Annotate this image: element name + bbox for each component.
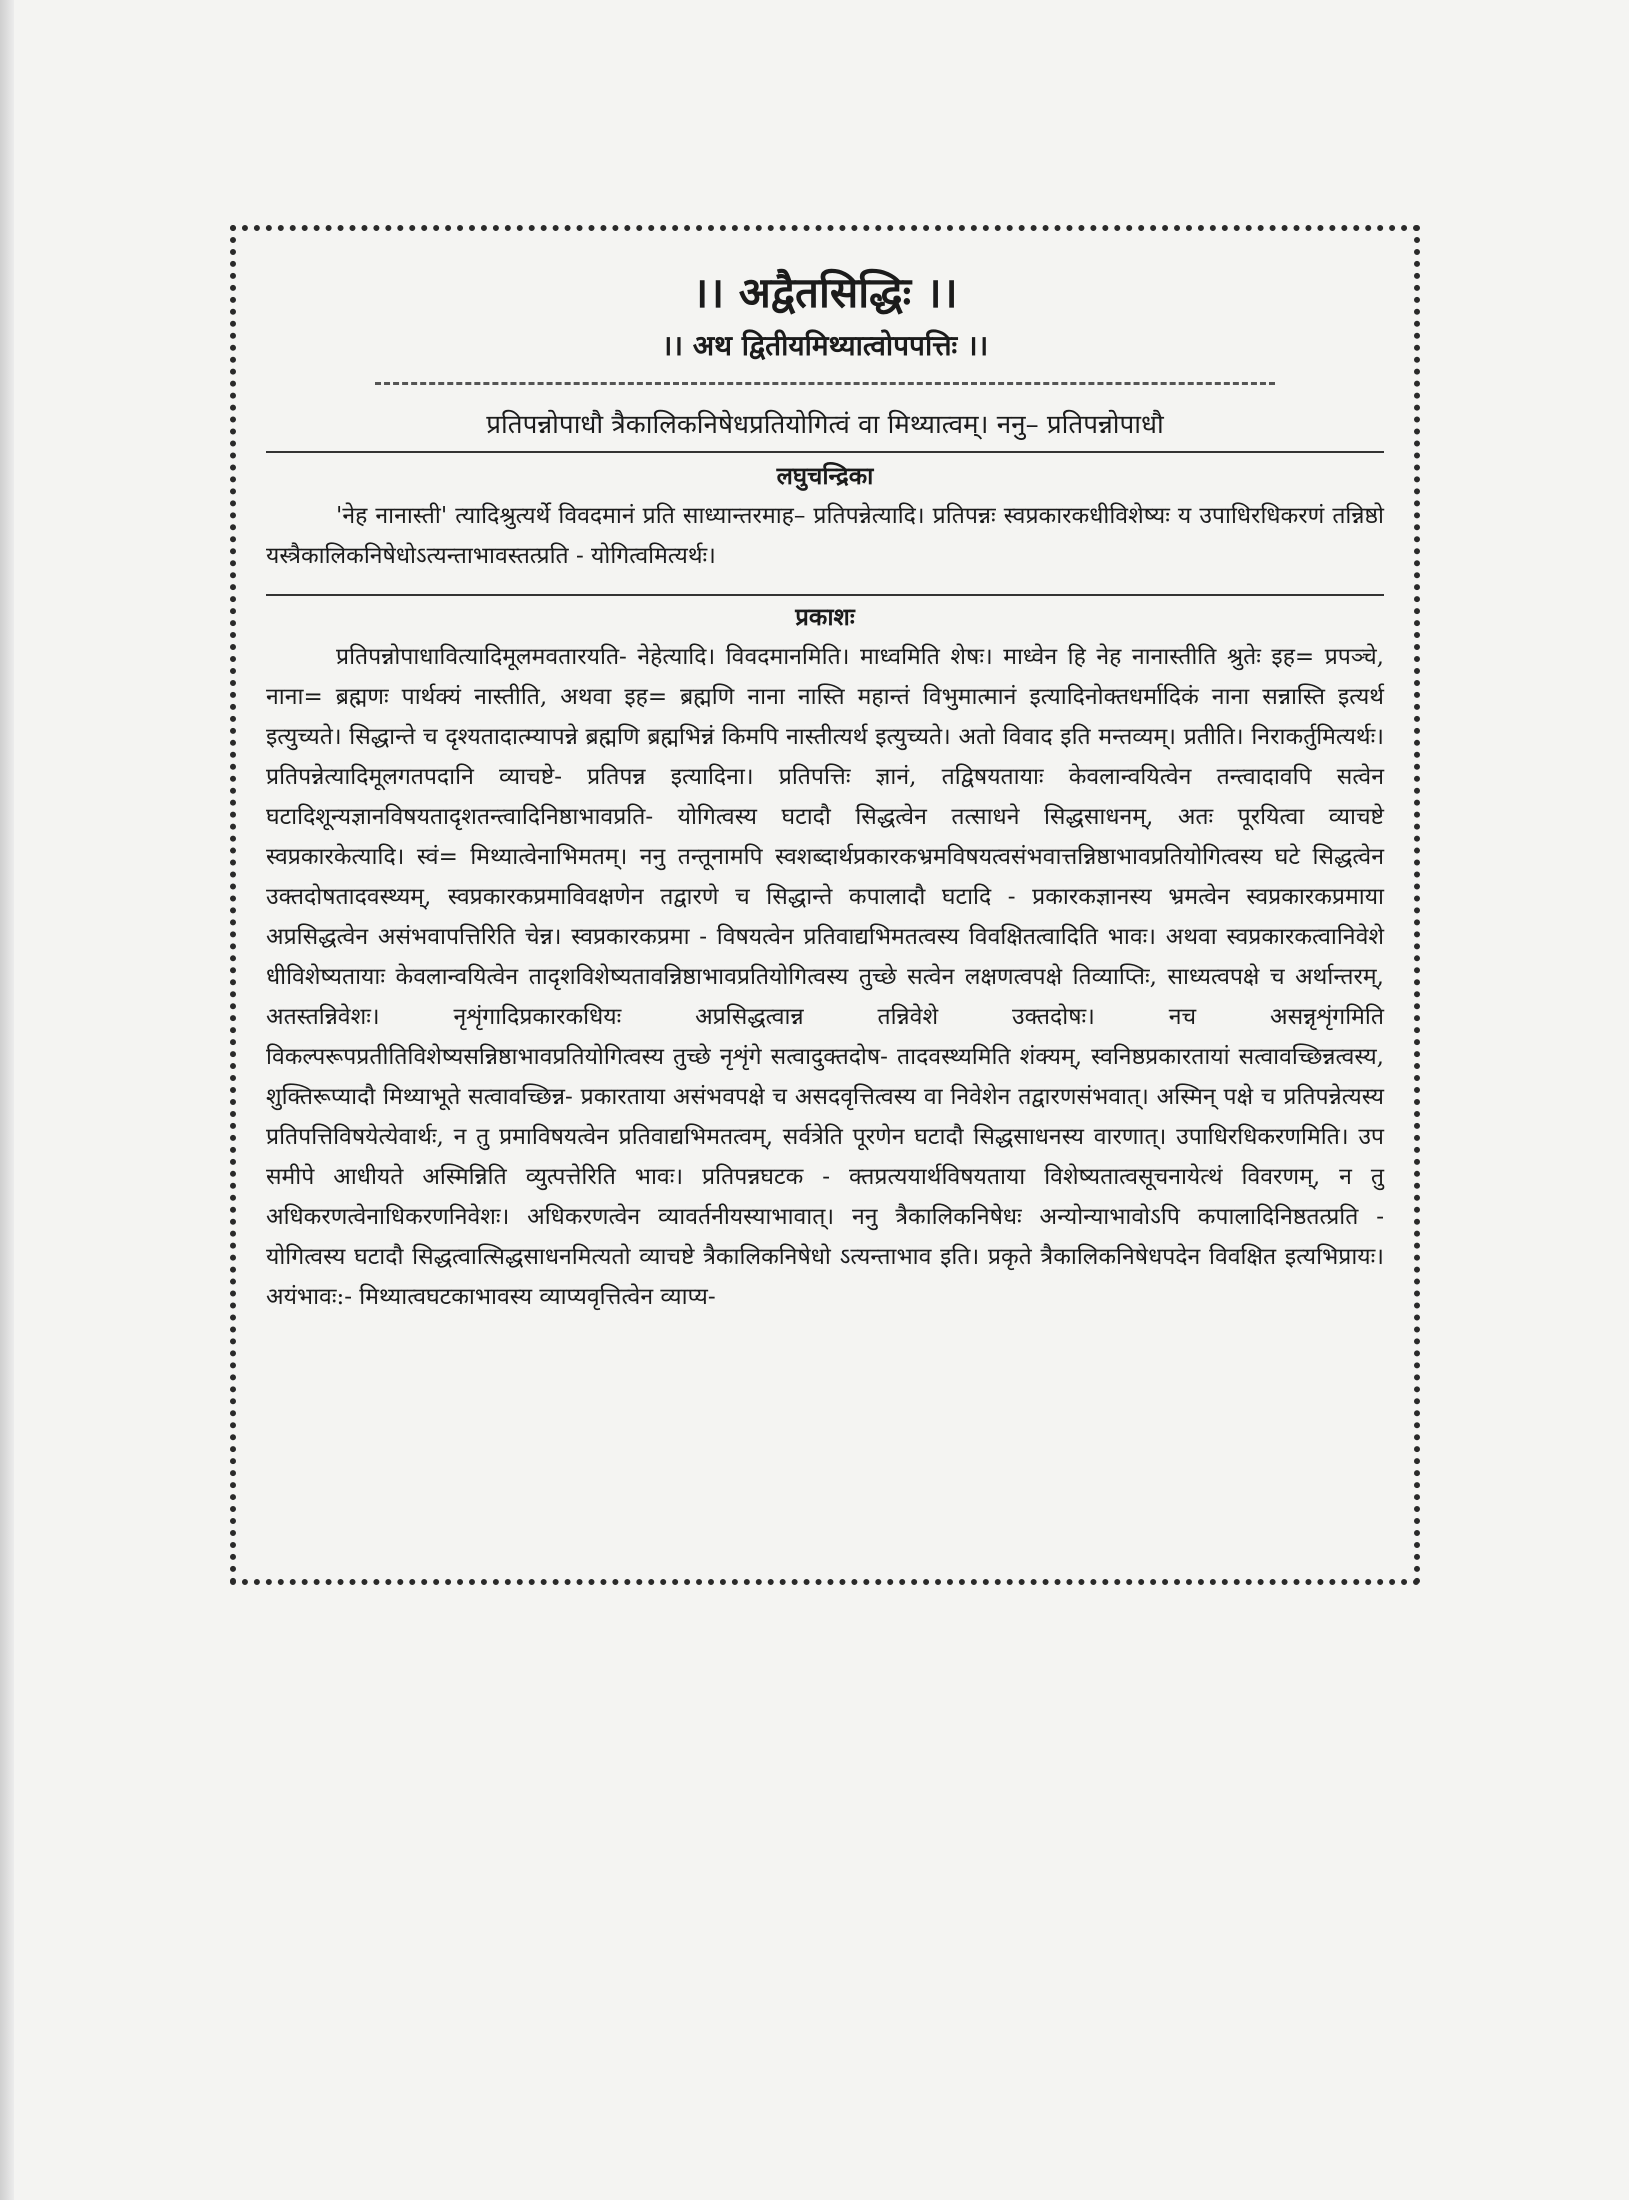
mula-text: प्रतिपन्नोपाधौ त्रैकालिकनिषेधप्रतियोगित्वं वा मिथ्यात्वम्। ननु– प्रतिपन्नोपाधौ — [266, 405, 1384, 453]
book-spine-shadow — [0, 0, 14, 2200]
dashed-divider — [375, 382, 1275, 385]
laghuchandrika-text: 'नेह नानास्ती' त्यादिश्रुत्यर्थे विवदमानं प्रति साध्यान्तरमाह– प्रतिपन्नेत्यादि। प्रतिपन्नः स्वप्रकारकधीविशेष्यः य उपाधिरधिकरणं तन्निष्ठो यस्त्रैकालिकनिषेधोऽत्यन्ताभावस्तत्प्रति - योगित्वमित्यर्थः। — [266, 503, 1384, 569]
page-border-frame — [230, 225, 1420, 1585]
page-title: ।। अद्वैतसिद्धिः ।। — [692, 268, 958, 317]
section-divider — [266, 594, 1384, 596]
chapter-subtitle: ।। अथ द्वितीयमिथ्यात्वोपपत्तिः ।। — [661, 329, 989, 362]
laghuchandrika-heading: लघुचन्द्रिका — [776, 461, 874, 490]
prakasha-heading: प्रकाशः — [795, 602, 855, 631]
prakasha-text: प्रतिपन्नोपाधावित्यादिमूलमवतारयति- नेहेत्यादि। विवदमानमिति। माध्वमिति शेषः। माध्वेन हि नेह नानास्तीति श्रुतेः इह= प्रपञ्चे, नाना= ब्रह्मणः पार्थक्यं नास्तीति, अथवा इह= ब्रह्मणि नाना नास्ति महान्तं विभुमात्मानं इत्यादिनोक्तधर्मादिकं नाना सन्नास्ति इत्यर्थ इत्युच्यते। सिद्धान्ते च दृश्यतादात्म्यापन्ने ब्रह्मणि ब्रह्मभिन्नं किमपि नास्तीत्यर्थ इत्युच्यते। अतो विवाद इति मन्तव्यम्। प्रतीति। निराकर्तुमित्यर्थः। प्रतिपन्नेत्यादिमूलगतपदानि व्याचष्टे- प्रतिपन्न इत्यादिना। प्रतिपत्तिः ज्ञानं, तद्विषयतायाः केवलान्वयित्वेन तन्त्वादावपि सत्वेन घटादिशून्यज्ञानविषयतादृशतन्त्वादिनिष्ठाभावप्रति- योगित्वस्य घटादौ सिद्धत्वेन तत्साधने सिद्धसाधनम्, अतः पूरयित्वा व्याचष्टे स्वप्रकारकेत्यादि। स्वं= मिथ्यात्वेनाभिमतम्। ननु तन्तूनामपि स्वशब्दार्थप्रकारकभ्रमविषयत्वसंभवात्तन्निष्ठाभावप्रतियोगित्वस्य घटे सिद्धत्वेन उक्तदोषतादवस्थ्यम्, स्वप्रकारकप्रमाविवक्षणेन तद्वारणे च सिद्धान्ते कपालादौ घटादि - प्रकारकज्ञानस्य भ्रमत्वेन स्वप्रकारकप्रमाया अप्रसिद्धत्वेन असंभवापत्तिरिति चेन्न। स्वप्रकारकप्रमा - विषयत्वेन प्रतिवाद्यभिमतत्वस्य विवक्षितत्वादिति भावः। अथवा स्वप्रकारकत्वानिवेशे धीविशेष्यतायाः केवलान्वयित्वेन तादृशविशेष्यतावन्निष्ठाभावप्रतियोगित्वस्य तुच्छे सत्वेन लक्षणत्वपक्षे तिव्याप्तिः, साध्यत्वपक्षे च अर्थान्तरम्, अतस्तन्निवेशः। नृशृंगादिप्रकारकधियः अप्रसिद्धत्वान्न तन्निवेशे उक्तदोषः। नच असन्नृशृंगमिति विकल्परूपप्रतीतिविशेष्यसन्निष्ठाभावप्रतियोगित्वस्य तुच्छे नृशृंगे सत्वादुक्तदोष- तादवस्थ्यमिति शंक्यम्, स्वनिष्ठप्रकारतायां सत्वावच्छिन्नत्वस्य, शुक्तिरूप्यादौ मिथ्याभूते सत्वावच्छिन्न- प्रकारताया असंभवपक्षे च असदवृत्तित्वस्य वा निवेशेन तद्वारणसंभवात्। अस्मिन् पक्षे च प्रतिपन्नेत्यस्य प्रतिपत्तिविषयेत्येवार्थः, न तु प्रमाविषयत्वेन प्रतिवाद्यभिमतत्वम्, सर्वत्रेति पूरणेन घटादौ सिद्धसाधनस्य वारणात्। उपाधिरधिकरणमिति। उप समीपे आधीयते अस्मिन्निति व्युत्पत्तेरिति भावः। प्रतिपन्नघटक - क्तप्रत्ययार्थविषयताया विशेष्यतात्वसूचनायेत्थं विवरणम्, न तु अधिकरणत्वेनाधिकरणनिवेशः। अधिकरणत्वेन व्यावर्तनीयस्याभावात्। ननु त्रैकालिकनिषेधः अन्योन्याभावोऽपि कपालादिनिष्ठतत्प्रति - योगित्वस्य घटादौ सिद्धत्वात्सिद्धसाधनमित्यतो व्याचष्टे त्रैकालिकनिषेधो ऽत्यन्ताभाव इति। प्रकृते त्रैकालिकनिषेधपदेन विवक्षित इत्यभिप्रायः। अयंभावः:- मिथ्यात्वघटकाभावस्य व्याप्यवृत्तित्वेन व्याप्य- — [266, 644, 1384, 1310]
